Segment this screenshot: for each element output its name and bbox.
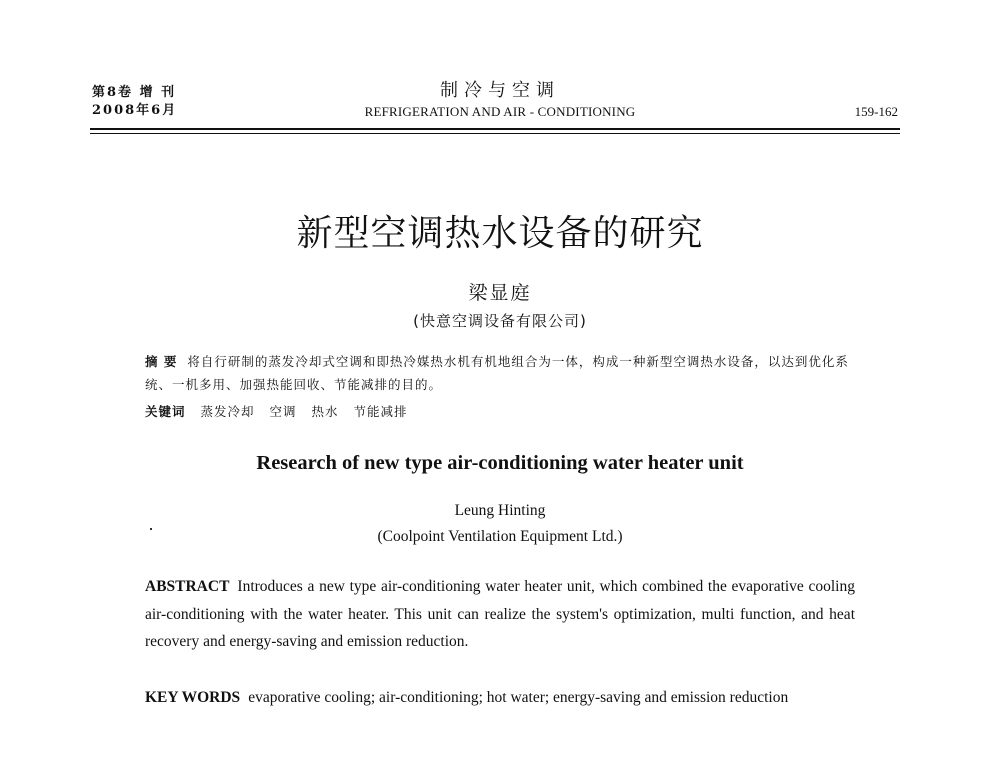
author-cn: 梁显庭 [468, 282, 532, 304]
paper-title-en: Research of new type air-conditioning water heater unit [256, 452, 744, 474]
keyword-cn: 空调 [269, 404, 297, 419]
header-rule-thin [90, 133, 900, 134]
abstract-label-cn: 摘 要 [145, 354, 178, 369]
keywords-label-en: KEY WORDS [145, 689, 241, 706]
keyword-cn: 热水 [311, 404, 339, 419]
abstract-text-en: Introduces a new type air-conditioning water heater unit, which combined the evaporative cooling air-conditioning with the water heater. This unit can realize the system's optimization, multi function, and heat recovery and energy-saving and emission reduction. [145, 578, 855, 650]
journal-name [300, 80, 700, 122]
keyword-cn: 节能减排 [353, 404, 408, 419]
paper-title-cn: 新型空调热水设备的研究 [296, 213, 704, 254]
keywords-label-cn: 关键词 [145, 404, 186, 419]
affiliation-en: (Coolpoint Ventilation Equipment Ltd.) [377, 528, 623, 545]
journal-issue-info [92, 84, 177, 120]
journal-name-cn: 制冷与空调 [440, 80, 560, 101]
keywords-cn [145, 402, 855, 422]
affiliation-cn: (快意空调设备有限公司) [413, 312, 587, 330]
abstract-cn [145, 350, 855, 396]
header-rule-thick [90, 128, 900, 130]
page-range: 159-162 [854, 104, 898, 119]
abstract-label-en: ABSTRACT [145, 578, 230, 595]
volume-label: 第8卷 增 刊 [92, 85, 177, 100]
keywords-text-en: evaporative cooling; air-conditioning; hot water; energy-saving and emission reduction [248, 689, 789, 706]
keywords-en [145, 684, 855, 712]
journal-name-en: REFRIGERATION AND AIR - CONDITIONING [364, 104, 636, 119]
abstract-text-cn: 将自行研制的蒸发冷却式空调和即热冷媒热水机有机地组合为一体，构成一种新型空调热水设备，以达到优化系统、一机多用、加强热能回收、节能减排的目的。 [145, 354, 849, 392]
author-en: Leung Hinting [454, 502, 546, 519]
abstract-en [145, 573, 855, 656]
keyword-cn: 蒸发冷却 [200, 404, 255, 419]
issue-date: 2008年6月 [92, 103, 178, 118]
